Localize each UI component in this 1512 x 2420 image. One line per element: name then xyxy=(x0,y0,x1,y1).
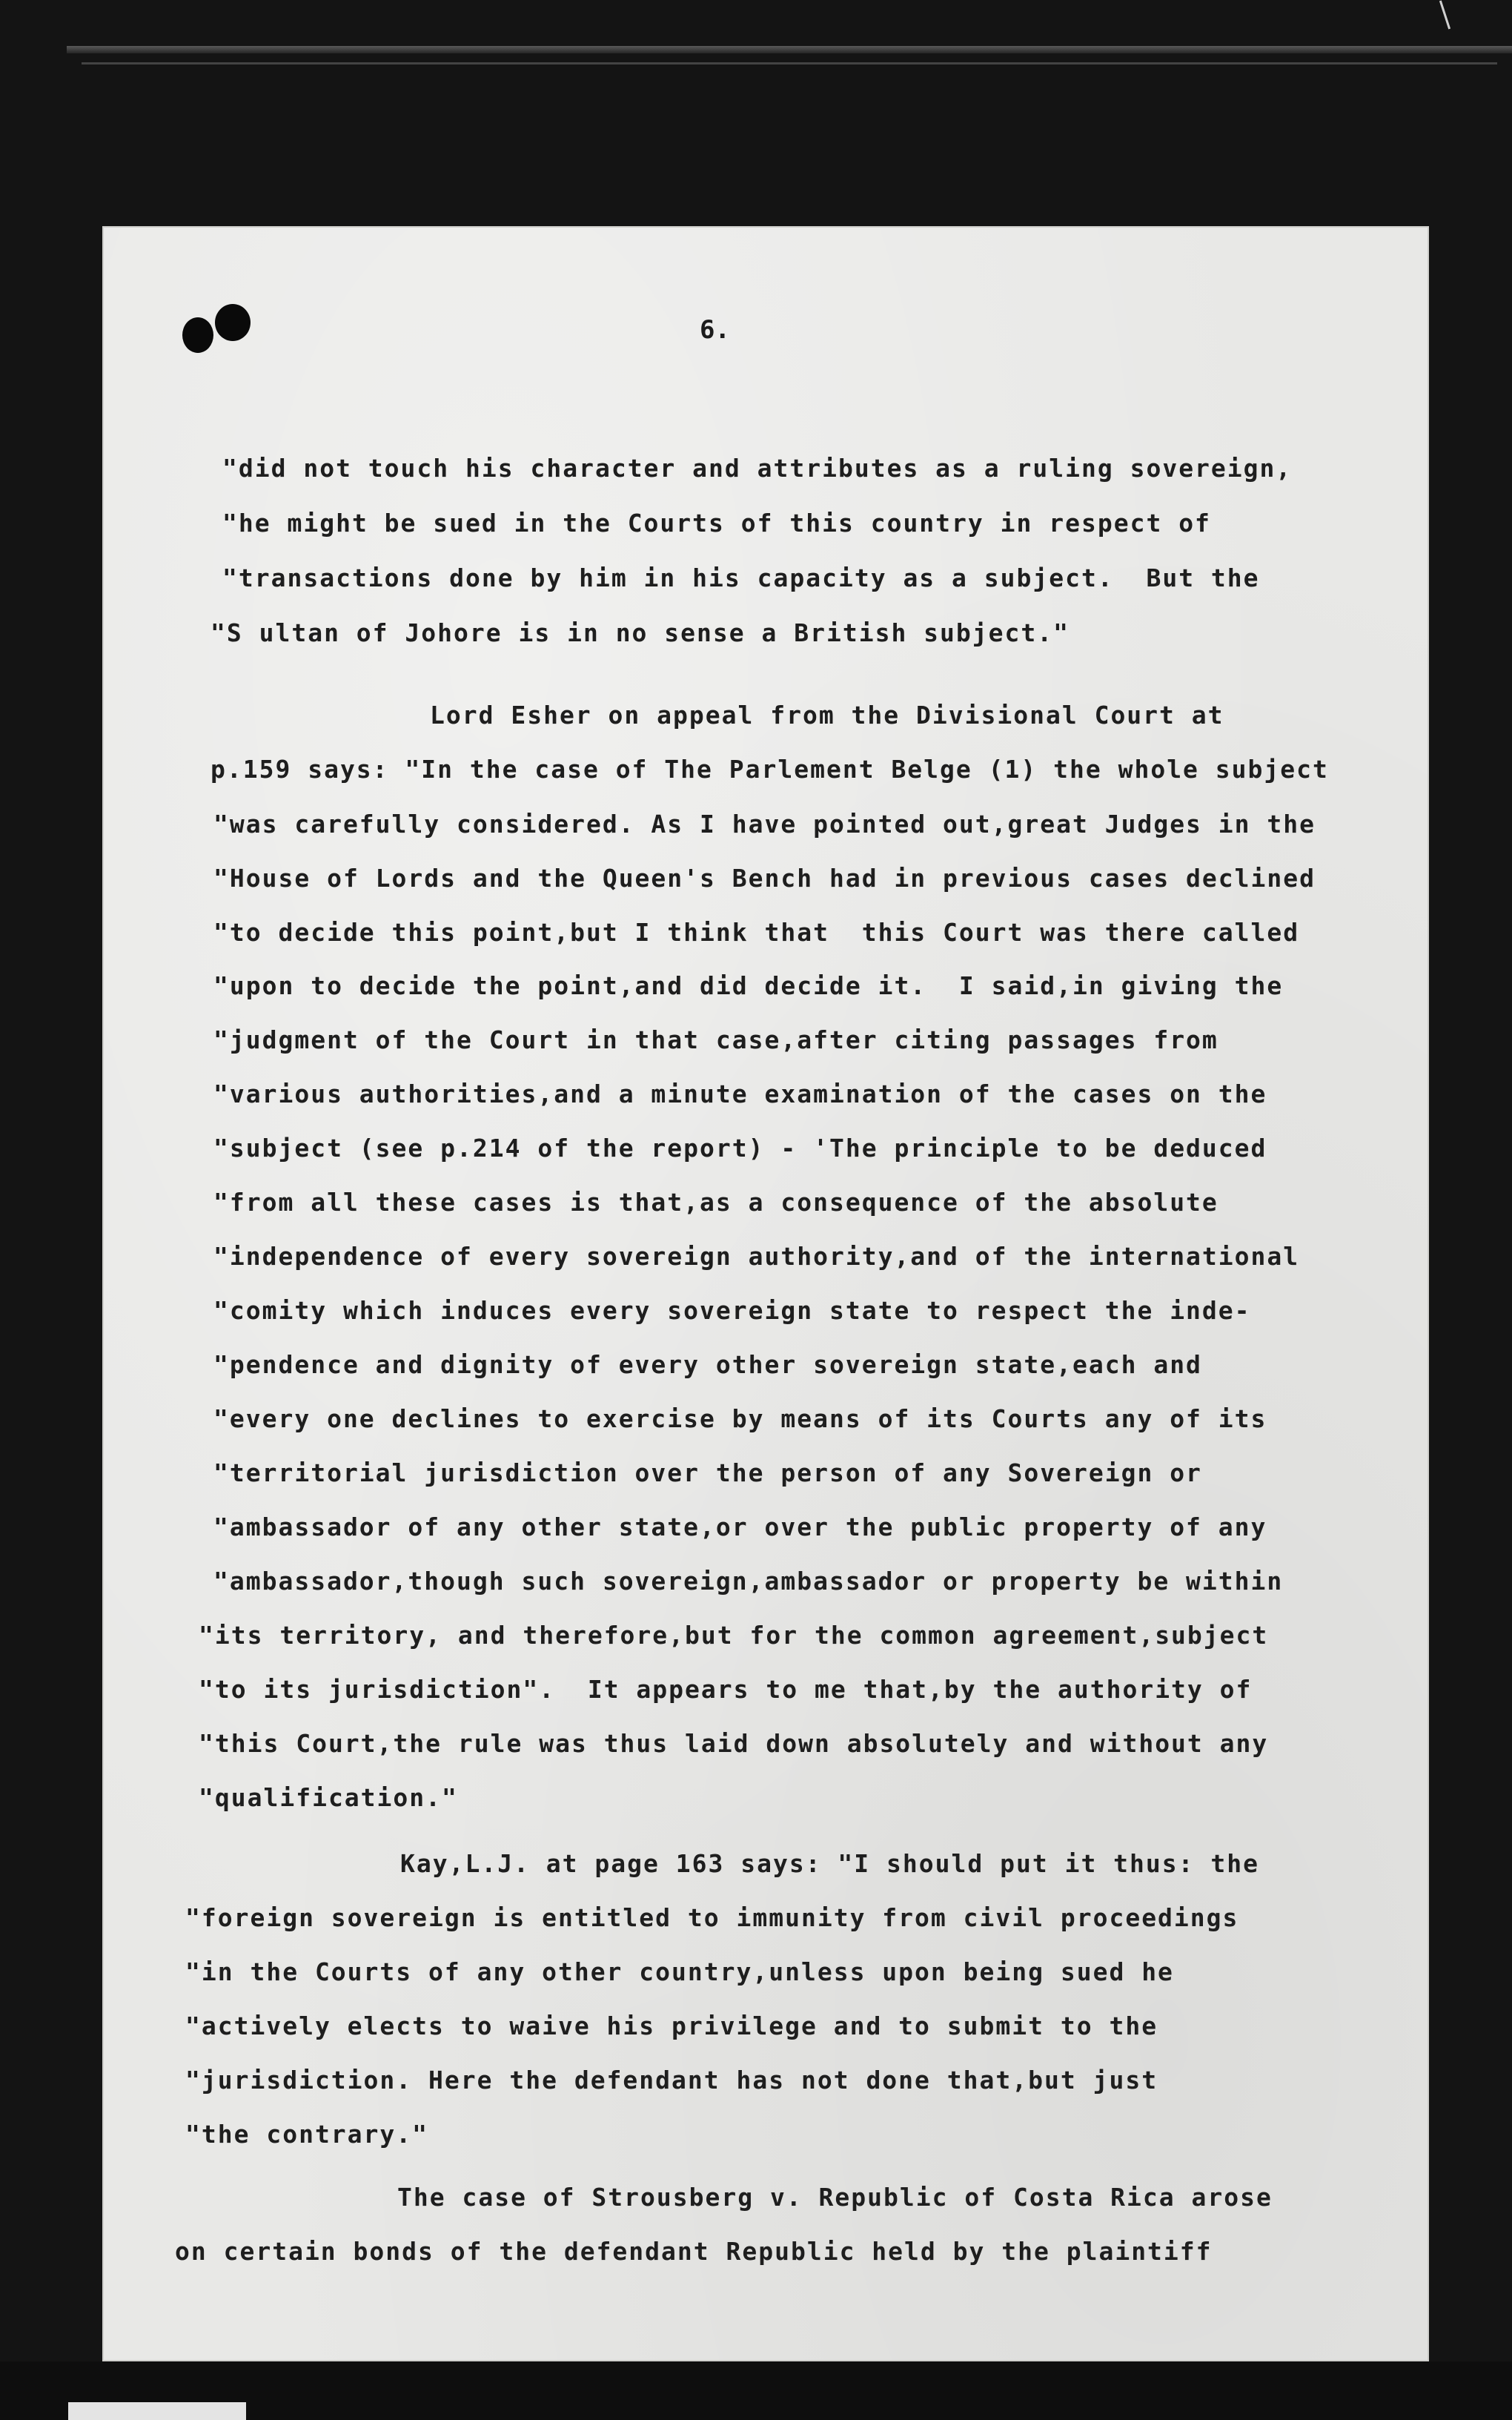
text-line: "transactions done by him in his capacity as a subject. But the xyxy=(222,563,1260,592)
punch-hole-icon xyxy=(182,317,213,353)
text-line: "jurisdiction. Here the defendant has not done that,but just xyxy=(185,2066,1158,2095)
text-line: The case of Strousberg v. Republic of Costa Rica arose xyxy=(397,2183,1273,2212)
text-line: "independence of every sovereign authority,and of the international xyxy=(213,1242,1300,1271)
text-line: "its territory, and therefore,but for the common agreement,subject xyxy=(199,1621,1269,1650)
text-line: "actively elects to waive his privilege and to submit to the xyxy=(185,2011,1158,2040)
text-line: "foreign sovereign is entitled to immunity from civil proceedings xyxy=(185,1903,1239,1932)
text-line: "House of Lords and the Queen's Bench had in previous cases declined xyxy=(213,864,1316,893)
document-page xyxy=(102,226,1429,2361)
text-line: "judgment of the Court in that case,after citing passages from xyxy=(213,1025,1218,1054)
page-number: 6. xyxy=(700,315,730,345)
text-line: "this Court,the rule was thus laid down absolutely and without any xyxy=(199,1729,1269,1758)
text-line: "pendence and dignity of every other sovereign state,each and xyxy=(213,1350,1202,1379)
text-line: "every one declines to exercise by means of its Courts any of its xyxy=(213,1404,1267,1433)
text-line: "to its jurisdiction". It appears to me that,by the authority of xyxy=(199,1675,1253,1704)
text-line: "subject (see p.214 of the report) - 'The principle to be deduced xyxy=(213,1134,1267,1163)
text-line: "territorial jurisdiction over the person of any Sovereign or xyxy=(213,1458,1202,1487)
text-line: "comity which induces every sovereign state to respect the inde- xyxy=(213,1296,1251,1325)
text-line: Kay,L.J. at page 163 says: "I should put it thus: the xyxy=(400,1849,1259,1878)
text-line: Lord Esher on appeal from the Divisional Court at xyxy=(430,701,1224,730)
text-line: "ambassador of any other state,or over the public property of any xyxy=(213,1512,1267,1541)
film-edge-top xyxy=(67,46,1512,53)
text-line: "various authorities,and a minute examination of the cases on the xyxy=(213,1080,1267,1108)
text-line: "to decide this point,but I think that this Court was there called xyxy=(213,918,1300,947)
text-line: p.159 says: "In the case of The Parlement Belge (1) the whole subject xyxy=(210,755,1329,784)
punch-hole-icon xyxy=(215,304,251,341)
text-line: "in the Courts of any other country,unless upon being sued he xyxy=(185,1957,1174,1986)
film-edge-line xyxy=(82,62,1497,65)
text-line: "upon to decide the point,and did decide it. I said,in giving the xyxy=(213,971,1284,1000)
text-line: "qualification." xyxy=(199,1783,458,1812)
text-line: "the contrary." xyxy=(185,2120,429,2149)
film-label-tab xyxy=(68,2402,246,2420)
text-line: "did not touch his character and attributes as a ruling sovereign, xyxy=(222,454,1293,483)
text-line: "ambassador,though such sovereign,ambassador or property be within xyxy=(213,1567,1284,1596)
text-line: "was carefully considered. As I have pointed out,great Judges in the xyxy=(213,810,1316,839)
text-line: "from all these cases is that,as a consequence of the absolute xyxy=(213,1188,1218,1217)
text-line: "S ultan of Johore is in no sense a British subject." xyxy=(210,618,1070,647)
text-line: "he might be sued in the Courts of this country in respect of xyxy=(222,509,1211,538)
text-line: on certain bonds of the defendant Republic held by the plaintiff xyxy=(175,2237,1213,2266)
film-scratch xyxy=(1439,1,1450,30)
